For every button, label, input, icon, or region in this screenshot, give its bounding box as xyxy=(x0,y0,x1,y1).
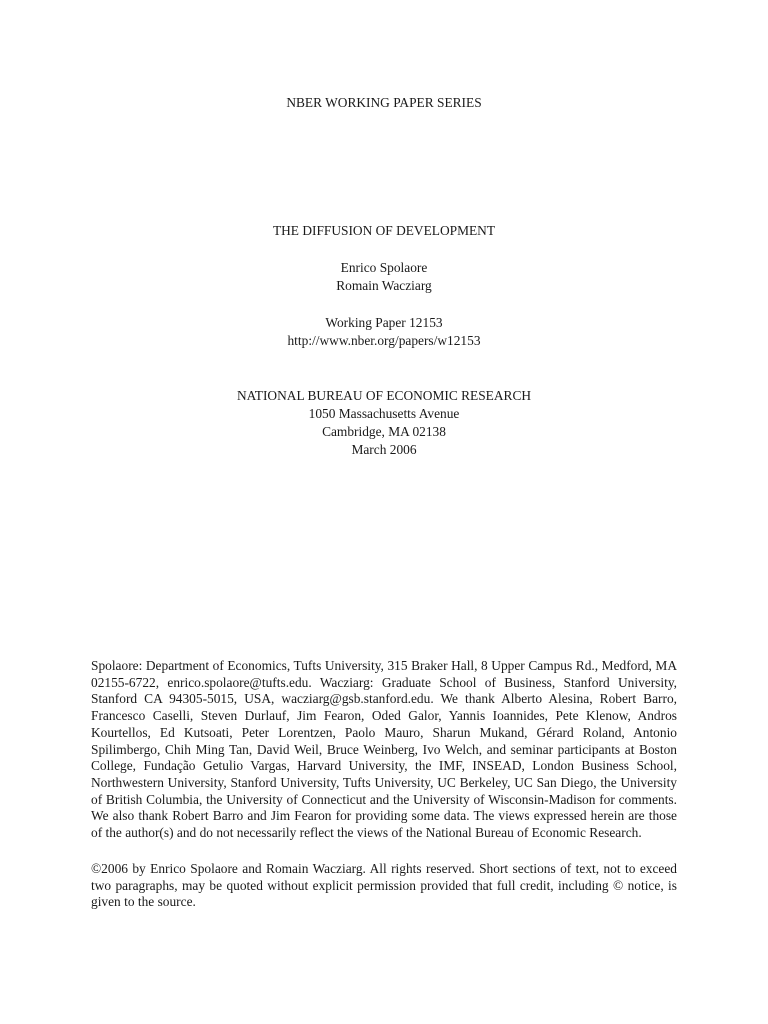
institution-city: Cambridge, MA 02138 xyxy=(322,424,446,439)
author-name: Enrico Spolaore xyxy=(340,260,428,275)
paper-title: THE DIFFUSION OF DEVELOPMENT xyxy=(272,223,496,238)
institution-street: 1050 Massachusetts Avenue xyxy=(308,406,460,421)
paper-url[interactable]: http://www.nber.org/papers/w12153 xyxy=(287,333,481,348)
publication-date: March 2006 xyxy=(351,442,417,457)
series-heading: NBER WORKING PAPER SERIES xyxy=(286,95,482,110)
institution-name: NATIONAL BUREAU OF ECONOMIC RESEARCH xyxy=(236,388,532,403)
copyright-paragraph: ©2006 by Enrico Spolaore and Romain Wacziarg. All rights reserved. Short sections of text, not to exceed two paragraphs, may be quoted without explicit permission provided that full credit, including © notice, is given to the source. xyxy=(91,861,677,910)
acknowledgments-paragraph: Spolaore: Department of Economics, Tufts University, 315 Braker Hall, 8 Upper Campus Rd., Medford, MA 02155-6722, enrico.spolaore@tufts.edu. Wacziarg: Graduate School of Business, Stanford University, Stanford CA 94305-5015, USA, wacziarg@gsb.stanford.edu. We thank Alberto Alesina, Robert Barro, Francesco Caselli, Steven Durlauf, Jim Fearon, Oded Galor, Yannis Ioannides, Pete Klenow, Andros Kourtellos, Ed Kutsoati, Peter Lorentzen, Paolo Mauro, Sharun Mukand, Gérard Roland, Antonio Spilimbergo, Chih Ming Tan, David Weil, Bruce Weinberg, Ivo Welch, and seminar participants at Boston College, Fundação Getulio Vargas, Harvard University, the IMF, INSEAD, London Business School, Northwestern University, Stanford University, Tufts University, UC Berkeley, UC San Diego, the University of British Columbia, the University of Connecticut and the University of Wisconsin-Madison for comments. We also thank Robert Barro and Jim Fearon for providing some data. The views expressed herein are those of the author(s) and do not necessarily reflect the views of the National Bureau of Economic Research. xyxy=(91,658,677,841)
working-paper-number: Working Paper 12153 xyxy=(325,315,443,330)
author-name: Romain Wacziarg xyxy=(336,278,432,293)
